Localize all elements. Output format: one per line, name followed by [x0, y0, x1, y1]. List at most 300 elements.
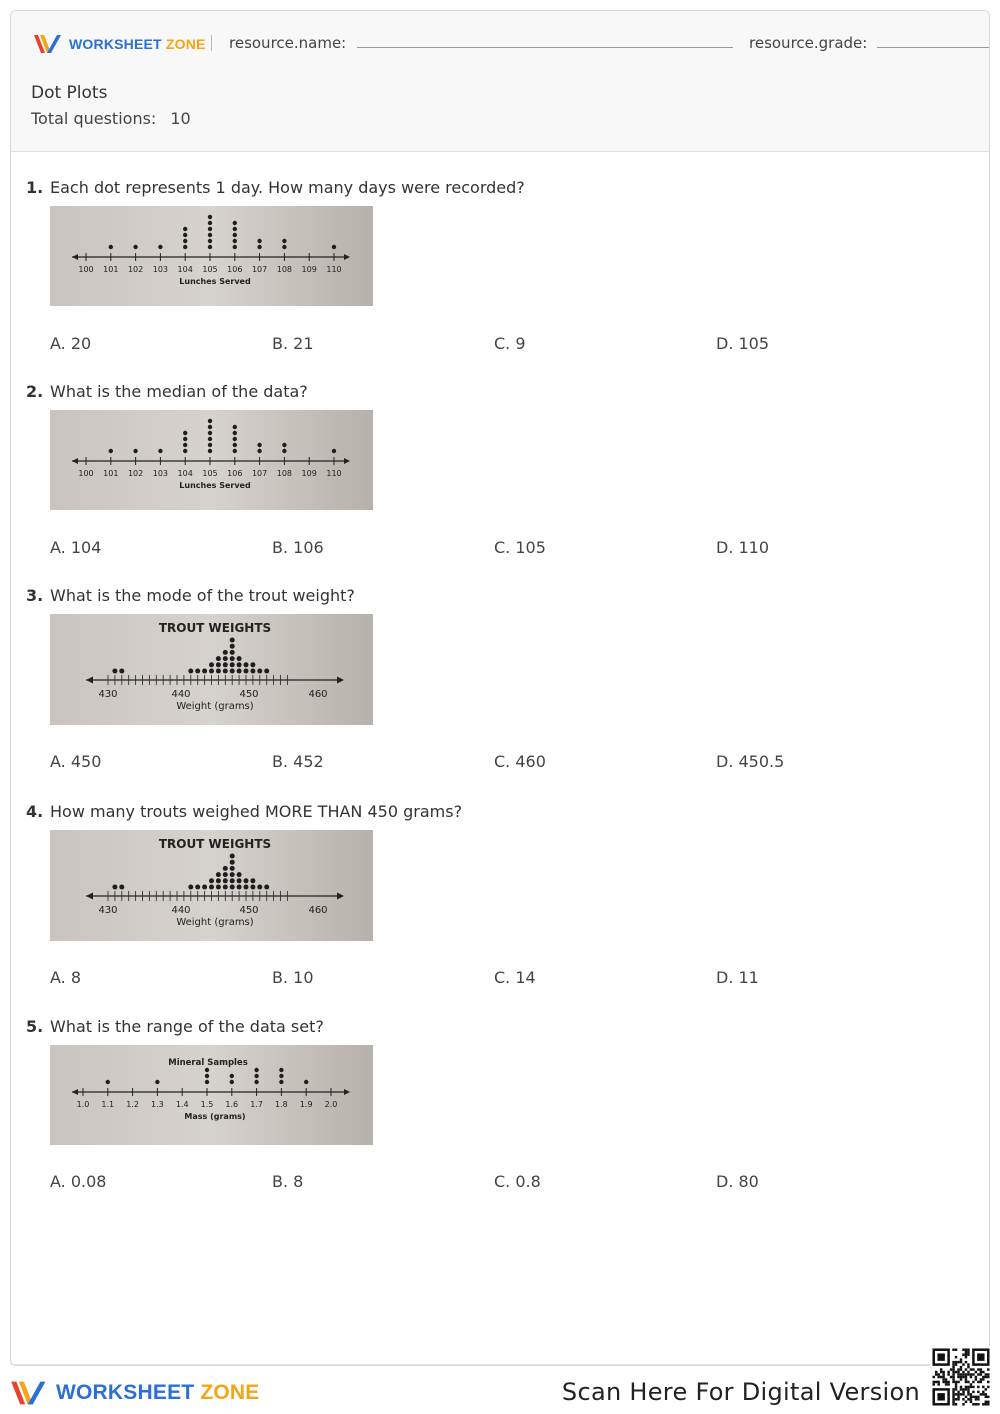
qr-module — [955, 1371, 957, 1373]
data-dot — [237, 878, 242, 883]
data-dot — [209, 878, 214, 883]
qr-module — [940, 1371, 942, 1373]
qr-module — [970, 1398, 972, 1400]
qr-module — [937, 1381, 939, 1383]
qr-module — [962, 1403, 964, 1405]
qr-module — [980, 1373, 982, 1375]
qr-module — [977, 1396, 979, 1398]
data-dot — [208, 425, 212, 429]
qr-module — [940, 1368, 942, 1370]
qr-module — [985, 1388, 987, 1390]
data-dot — [237, 885, 242, 890]
data-dot — [257, 449, 261, 453]
data-dot — [250, 662, 255, 667]
question-text: How many trouts weighed MORE THAN 450 grams? — [50, 802, 463, 821]
qr-module — [972, 1386, 974, 1388]
tick-label: 106 — [227, 469, 243, 478]
qr-module — [965, 1356, 967, 1358]
tick-label: 440 — [171, 689, 191, 700]
option-c[interactable]: C. 9 — [494, 334, 526, 353]
option-b[interactable]: B. 21 — [272, 334, 314, 353]
data-dot — [332, 449, 336, 453]
data-dot — [109, 245, 113, 249]
data-dot — [223, 650, 228, 655]
qr-module — [950, 1376, 952, 1378]
qr-module — [960, 1373, 962, 1375]
total-questions: Total questions: 10 — [31, 109, 191, 128]
footer-brand-logo — [10, 1376, 260, 1410]
worksheet-header — [11, 11, 989, 152]
tick-label: 1.2 — [126, 1100, 139, 1109]
data-dot — [230, 866, 235, 871]
tick-label: 1.5 — [200, 1100, 214, 1109]
data-dot — [216, 885, 221, 890]
tick-label: 108 — [276, 469, 293, 478]
qr-module — [965, 1388, 967, 1390]
qr-module — [987, 1373, 989, 1375]
qr-module — [965, 1401, 967, 1403]
qr-module — [982, 1393, 984, 1395]
tick-label: 101 — [103, 265, 119, 274]
tick-label: 460 — [308, 689, 328, 700]
tick-label: 103 — [152, 469, 169, 478]
qr-module — [952, 1396, 954, 1398]
option-b[interactable]: B. 8 — [272, 1172, 304, 1191]
data-dot — [254, 1068, 258, 1072]
header-separator — [211, 35, 212, 51]
data-dot — [230, 872, 235, 877]
qr-module — [942, 1376, 944, 1378]
data-dot — [282, 245, 286, 249]
qr-module — [952, 1363, 954, 1365]
axis-label: Lunches Served — [179, 277, 251, 286]
qr-module — [970, 1396, 972, 1398]
tick-label: 2.0 — [324, 1100, 338, 1109]
data-dot — [223, 662, 228, 667]
qr-module — [965, 1368, 967, 1370]
data-dot — [183, 227, 187, 231]
data-dot — [205, 1080, 209, 1084]
photo-background — [50, 410, 373, 510]
qr-module — [952, 1388, 954, 1390]
qr-module — [957, 1398, 959, 1400]
qr-module — [980, 1393, 982, 1395]
qr-module — [975, 1403, 977, 1405]
qr-module — [962, 1353, 964, 1355]
tick-label: 107 — [251, 265, 268, 274]
qr-module — [955, 1403, 957, 1405]
qr-module — [932, 1381, 934, 1383]
qr-module — [965, 1376, 967, 1378]
data-dot — [233, 221, 237, 225]
qr-module — [955, 1363, 957, 1365]
qr-finder-core — [937, 1393, 944, 1400]
qr-module — [952, 1368, 954, 1370]
qr-module — [970, 1368, 972, 1370]
data-dot — [257, 669, 262, 674]
data-dot — [205, 1068, 209, 1072]
qr-module — [952, 1371, 954, 1373]
qr-module — [967, 1351, 969, 1353]
option-a[interactable]: A. 20 — [50, 334, 92, 353]
question-text: Each dot represents 1 day. How many days were recorded? — [50, 178, 525, 197]
qr-module — [987, 1401, 989, 1403]
qr-module — [960, 1378, 962, 1380]
tick-label: 110 — [326, 469, 342, 478]
tick-label: 104 — [177, 265, 193, 274]
data-dot — [250, 885, 255, 890]
qr-module — [980, 1368, 982, 1370]
option-d[interactable]: D. 110 — [716, 538, 770, 557]
data-dot — [230, 650, 235, 655]
qr-module — [952, 1398, 954, 1400]
qr-module — [985, 1376, 987, 1378]
data-dot — [216, 872, 221, 877]
qr-module — [932, 1376, 934, 1378]
qr-module — [965, 1351, 967, 1353]
option-c[interactable]: C. 105 — [494, 538, 546, 557]
qr-module — [965, 1353, 967, 1355]
tick-label: 100 — [78, 469, 94, 478]
data-dot — [282, 449, 286, 453]
option-a[interactable]: A. 8 — [50, 968, 82, 987]
qr-module — [952, 1381, 954, 1383]
tick-label: 105 — [202, 265, 218, 274]
data-dot — [223, 885, 228, 890]
qr-module — [972, 1396, 974, 1398]
qr-module — [950, 1368, 952, 1370]
qr-module — [955, 1348, 957, 1350]
data-dot — [208, 233, 212, 237]
option-d[interactable]: D. 450.5 — [716, 752, 785, 771]
qr-module — [960, 1358, 962, 1360]
resource-name-field[interactable] — [357, 47, 733, 48]
data-dot — [230, 885, 235, 890]
tick-label: 1.7 — [250, 1100, 263, 1109]
qr-module — [975, 1371, 977, 1373]
data-dot — [133, 245, 137, 249]
qr-module — [982, 1386, 984, 1388]
qr-module — [957, 1373, 959, 1375]
data-dot — [279, 1080, 283, 1084]
qr-module — [977, 1403, 979, 1405]
qr-module — [972, 1381, 974, 1383]
qr-module — [947, 1371, 949, 1373]
qr-module — [937, 1373, 939, 1375]
qr-module — [957, 1368, 959, 1370]
data-dot — [230, 860, 235, 865]
data-dot — [254, 1074, 258, 1078]
qr-module — [960, 1361, 962, 1363]
data-dot — [230, 1074, 234, 1078]
qr-module — [942, 1373, 944, 1375]
data-dot — [112, 669, 117, 674]
qr-module — [960, 1368, 962, 1370]
qr-code-icon[interactable] — [930, 1346, 992, 1408]
qr-module — [975, 1378, 977, 1380]
data-dot — [112, 885, 117, 890]
tick-label: 460 — [308, 905, 328, 916]
qr-module — [942, 1381, 944, 1383]
option-b[interactable]: B. 10 — [272, 968, 314, 987]
data-dot — [183, 443, 187, 447]
data-dot — [230, 638, 235, 643]
question-text: What is the range of the data set? — [50, 1017, 324, 1036]
qr-module — [970, 1376, 972, 1378]
data-dot — [208, 431, 212, 435]
qr-module — [987, 1368, 989, 1370]
qr-module — [965, 1348, 967, 1350]
question-number: 2. — [26, 382, 44, 401]
data-dot — [264, 885, 269, 890]
worksheet-title: Dot Plots — [31, 83, 108, 103]
data-dot — [216, 656, 221, 661]
qr-module — [962, 1391, 964, 1393]
data-dot — [188, 669, 193, 674]
qr-module — [977, 1391, 979, 1393]
option-a[interactable]: A. 104 — [50, 538, 102, 557]
qr-module — [955, 1386, 957, 1388]
data-dot — [254, 1080, 258, 1084]
data-dot — [195, 885, 200, 890]
resource-grade-field[interactable] — [877, 47, 989, 48]
tick-label: 1.6 — [225, 1100, 239, 1109]
qr-module — [947, 1383, 949, 1385]
qr-module — [952, 1401, 954, 1403]
qr-module — [960, 1393, 962, 1395]
qr-module — [955, 1398, 957, 1400]
qr-module — [935, 1371, 937, 1373]
data-dot — [257, 245, 261, 249]
axis-label: Weight (grams) — [176, 701, 254, 712]
data-dot — [202, 669, 207, 674]
qr-module — [967, 1386, 969, 1388]
question-number: 5. — [26, 1017, 44, 1036]
qr-finder-core — [977, 1353, 984, 1360]
qr-module — [975, 1376, 977, 1378]
chart-title: Mineral Samples — [168, 1058, 248, 1068]
qr-module — [957, 1381, 959, 1383]
qr-module — [987, 1403, 989, 1405]
tick-label: 101 — [103, 469, 119, 478]
data-dot — [106, 1080, 110, 1084]
data-dot — [158, 245, 162, 249]
data-dot — [230, 669, 235, 674]
axis-label: Weight (grams) — [176, 917, 254, 928]
qr-module — [957, 1361, 959, 1363]
data-dot — [230, 662, 235, 667]
tick-label: 1.4 — [175, 1100, 189, 1109]
data-dot — [244, 662, 249, 667]
qr-module — [980, 1381, 982, 1383]
data-dot — [279, 1068, 283, 1072]
qr-module — [982, 1378, 984, 1380]
qr-module — [957, 1393, 959, 1395]
qr-module — [940, 1376, 942, 1378]
data-dot — [155, 1080, 159, 1084]
qr-module — [965, 1361, 967, 1363]
tick-label: 450 — [239, 689, 259, 700]
qr-finder-core — [937, 1353, 944, 1360]
resource-grade-label: resource.grade: — [749, 34, 868, 52]
tick-label: 102 — [127, 265, 144, 274]
data-dot — [209, 885, 214, 890]
option-c[interactable]: C. 0.8 — [494, 1172, 541, 1191]
data-dot — [237, 662, 242, 667]
data-dot — [237, 872, 242, 877]
qr-module — [955, 1383, 957, 1385]
dot-plot-trout-weights — [50, 830, 373, 941]
qr-module — [977, 1373, 979, 1375]
data-dot — [208, 215, 212, 219]
tick-label: 109 — [301, 265, 317, 274]
option-c[interactable]: C. 14 — [494, 968, 536, 987]
dot-plot-lunches-served — [50, 410, 373, 510]
qr-module — [977, 1381, 979, 1383]
tick-label: 1.3 — [151, 1100, 164, 1109]
data-dot — [257, 239, 261, 243]
data-dot — [208, 221, 212, 225]
qr-module — [962, 1388, 964, 1390]
qr-module — [942, 1378, 944, 1380]
scan-prompt: Scan Here For Digital Version — [561, 1378, 920, 1406]
qr-module — [982, 1376, 984, 1378]
qr-module — [970, 1383, 972, 1385]
tick-label: 109 — [301, 469, 317, 478]
question-text: What is the mode of the trout weight? — [50, 586, 355, 605]
qr-module — [937, 1383, 939, 1385]
qr-module — [987, 1376, 989, 1378]
question-number: 4. — [26, 802, 44, 821]
qr-module — [957, 1376, 959, 1378]
brand-wordmark: WORKSHEET ZONE — [56, 1381, 260, 1404]
qr-module — [967, 1348, 969, 1350]
qr-module — [955, 1393, 957, 1395]
option-d[interactable]: D. 80 — [716, 1172, 759, 1191]
question-number: 1. — [26, 178, 44, 197]
qr-module — [945, 1383, 947, 1385]
resource-name-label: resource.name: — [229, 34, 347, 52]
qr-module — [967, 1353, 969, 1355]
qr-module — [945, 1378, 947, 1380]
qr-module — [967, 1388, 969, 1390]
data-dot — [158, 449, 162, 453]
qr-module — [987, 1381, 989, 1383]
qr-module — [957, 1396, 959, 1398]
tick-label: 1.9 — [299, 1100, 313, 1109]
data-dot — [208, 437, 212, 441]
data-dot — [233, 425, 237, 429]
tick-label: 106 — [227, 265, 243, 274]
axis-label: Mass (grams) — [184, 1112, 246, 1121]
data-dot — [205, 1074, 209, 1078]
qr-module — [982, 1403, 984, 1405]
qr-module — [967, 1393, 969, 1395]
axis-label: Lunches Served — [179, 481, 251, 490]
data-dot — [233, 431, 237, 435]
qr-module — [967, 1363, 969, 1365]
option-b[interactable]: B. 452 — [272, 752, 324, 771]
qr-module — [932, 1383, 934, 1385]
data-dot — [208, 245, 212, 249]
qr-module — [965, 1378, 967, 1380]
data-dot — [257, 443, 261, 447]
qr-module — [955, 1388, 957, 1390]
option-c[interactable]: C. 460 — [494, 752, 546, 771]
data-dot — [208, 449, 212, 453]
data-dot — [183, 431, 187, 435]
qr-module — [965, 1396, 967, 1398]
qr-module — [965, 1373, 967, 1375]
qr-module — [972, 1368, 974, 1370]
qr-module — [960, 1388, 962, 1390]
qr-module — [957, 1391, 959, 1393]
data-dot — [183, 437, 187, 441]
data-dot — [119, 669, 124, 674]
data-dot — [223, 669, 228, 674]
qr-module — [972, 1403, 974, 1405]
qr-module — [957, 1371, 959, 1373]
chart-title: TROUT WEIGHTS — [158, 621, 272, 635]
tick-label: 440 — [171, 905, 191, 916]
qr-module — [960, 1366, 962, 1368]
tick-label: 103 — [152, 265, 169, 274]
tick-label: 108 — [276, 265, 293, 274]
data-dot — [208, 227, 212, 231]
qr-module — [967, 1373, 969, 1375]
qr-module — [967, 1366, 969, 1368]
qr-module — [945, 1381, 947, 1383]
data-dot — [233, 443, 237, 447]
qr-module — [952, 1366, 954, 1368]
qr-module — [985, 1373, 987, 1375]
option-a[interactable]: A. 450 — [50, 752, 102, 771]
option-d[interactable]: D. 11 — [716, 968, 759, 987]
qr-module — [967, 1371, 969, 1373]
option-a[interactable]: A. 0.08 — [50, 1172, 107, 1191]
data-dot — [209, 662, 214, 667]
qr-module — [952, 1361, 954, 1363]
qr-module — [935, 1381, 937, 1383]
qr-module — [962, 1371, 964, 1373]
data-dot — [223, 872, 228, 877]
qr-module — [960, 1376, 962, 1378]
qr-module — [952, 1376, 954, 1378]
qr-module — [987, 1396, 989, 1398]
tick-label: 100 — [78, 265, 94, 274]
option-d[interactable]: D. 105 — [716, 334, 770, 353]
qr-module — [980, 1378, 982, 1380]
data-dot — [183, 245, 187, 249]
qr-module — [967, 1391, 969, 1393]
qr-module — [952, 1403, 954, 1405]
data-dot — [264, 669, 269, 674]
qr-module — [962, 1398, 964, 1400]
option-b[interactable]: B. 106 — [272, 538, 324, 557]
qr-module — [952, 1373, 954, 1375]
data-dot — [223, 656, 228, 661]
data-dot — [209, 669, 214, 674]
tick-label: 110 — [326, 265, 342, 274]
qr-module — [952, 1391, 954, 1393]
qr-module — [947, 1381, 949, 1383]
chart-title: TROUT WEIGHTS — [158, 837, 272, 851]
data-dot — [183, 449, 187, 453]
tick-label: 105 — [202, 469, 218, 478]
tick-label: 1.0 — [76, 1100, 90, 1109]
data-dot — [244, 878, 249, 883]
footer-divider — [10, 1364, 990, 1365]
